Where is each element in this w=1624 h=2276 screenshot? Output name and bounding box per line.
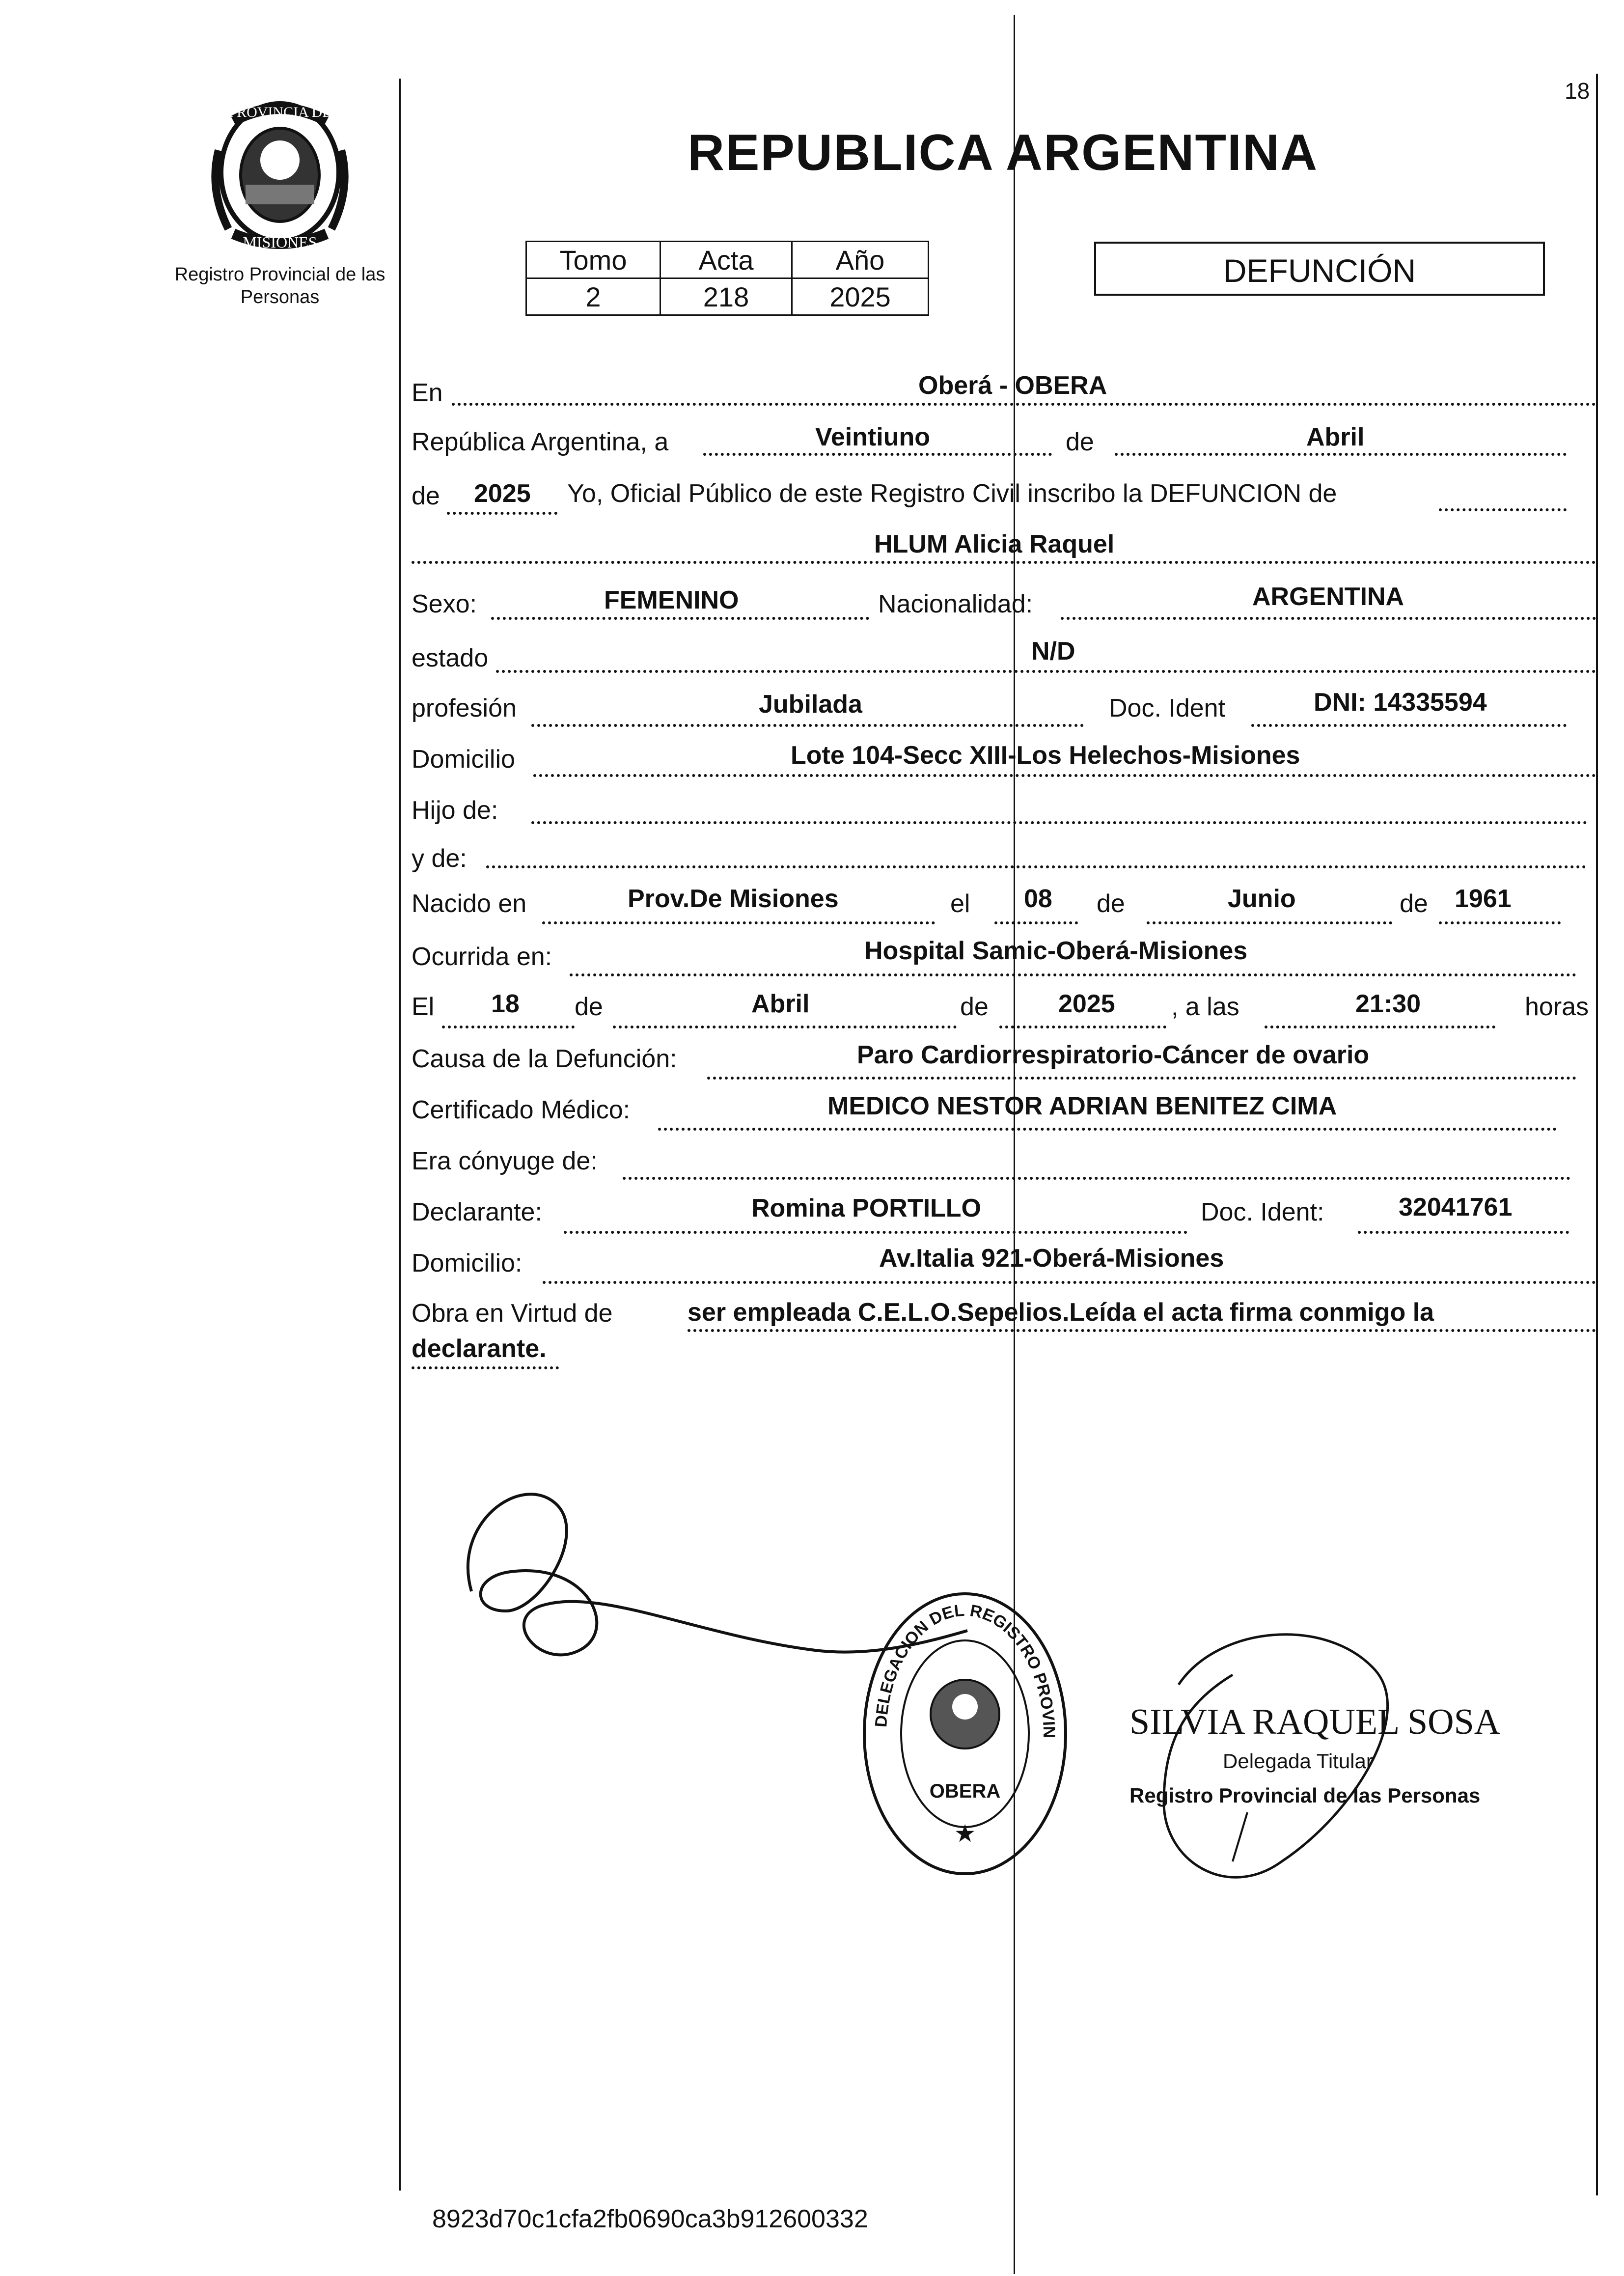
center-fold-line <box>1014 15 1015 2274</box>
svg-text:Registro Provincial de las Per: Registro Provincial de las Personas <box>1129 1784 1481 1807</box>
day-dotted-line <box>703 453 1052 456</box>
doc-ident-value: DNI: 14335594 <box>1314 688 1487 717</box>
record-table-value-row <box>526 278 929 315</box>
official-signature-stamp <box>1120 1606 1542 1940</box>
death-day-dotted-line <box>442 1026 575 1028</box>
birth-year-value: 1961 <box>1455 885 1512 913</box>
birth-month-value: Junio <box>1228 885 1296 913</box>
de-label: de <box>1066 428 1094 456</box>
svg-text:OBERA: OBERA <box>929 1780 1001 1802</box>
doc2-label: Doc. Ident: <box>1201 1198 1324 1226</box>
tomo-value: 2 <box>526 278 661 315</box>
nacido-label: Nacido en <box>412 889 527 918</box>
anio-header: Año <box>792 242 929 278</box>
conyuge-dotted-line <box>623 1177 1570 1180</box>
yde-dotted-line <box>486 865 1586 868</box>
birth-year-dotted-line <box>1439 921 1561 924</box>
doc2-value: 32041761 <box>1399 1193 1513 1221</box>
ocurrida-value: Hospital Samic-Oberá-Misiones <box>864 937 1248 965</box>
domicilio-value: Lote 104-Secc XIII-Los Helechos-Misiones <box>791 741 1300 770</box>
sexo-value: FEMENINO <box>604 586 739 614</box>
nacionalidad-value: ARGENTINA <box>1252 583 1404 611</box>
sexo-label: Sexo: <box>412 590 477 618</box>
certificado-dotted-line <box>658 1128 1557 1131</box>
inscription-text: Yo, Oficial Público de este Registro Civil inscribo la DEFUNCION de <box>567 479 1337 508</box>
conyuge-label: Era cónyuge de: <box>412 1147 598 1175</box>
obra-value-line2: declarante. <box>412 1334 547 1363</box>
day-word-value: Veintiuno <box>815 423 930 451</box>
obra-label: Obra en Virtud de <box>412 1299 613 1328</box>
hijo-label: Hijo de: <box>412 796 498 825</box>
misiones-coat-of-arms-icon <box>199 91 361 253</box>
certificado-value: MEDICO NESTOR ADRIAN BENITEZ CIMA <box>827 1092 1337 1120</box>
de5-label: de <box>575 993 603 1021</box>
obra-dotted-line2 <box>412 1366 559 1369</box>
domicilio2-dotted-line <box>543 1281 1596 1284</box>
death-time-dotted-line <box>1265 1026 1495 1028</box>
page-number: 18 <box>1565 78 1590 104</box>
declarante-label: Declarante: <box>412 1198 542 1226</box>
profesion-value: Jubilada <box>759 690 862 719</box>
en-label: En <box>412 379 443 407</box>
causa-value: Paro Cardiorrespiratorio-Cáncer de ovario <box>857 1041 1370 1069</box>
republica-label: República Argentina, a <box>412 428 669 456</box>
domicilio-dotted-line <box>533 774 1596 777</box>
svg-text:PROVINCIA DE: PROVINCIA DE <box>228 104 331 120</box>
svg-text:★: ★ <box>954 1820 976 1847</box>
month-dotted-line <box>1115 453 1567 456</box>
month-value: Abril <box>1306 423 1365 451</box>
tomo-header: Tomo <box>526 242 661 278</box>
birth-day-value: 08 <box>1024 885 1052 913</box>
estado-dotted-line <box>496 670 1596 673</box>
de2-label: de <box>412 482 440 510</box>
de4-label: de <box>1400 889 1428 918</box>
estado-value: N/D <box>1031 637 1075 666</box>
death-day-value: 18 <box>491 990 520 1018</box>
alas-label: , a las <box>1171 993 1239 1021</box>
document-hash: 8923d70c1cfa2fb0690ca3b912600332 <box>432 2205 868 2233</box>
left-margin-rule <box>399 79 401 2191</box>
obra-value-line1: ser empleada C.E.L.O.Sepelios.Leída el acta firma conmigo la <box>688 1298 1434 1327</box>
nacido-dotted-line <box>542 921 935 924</box>
certificado-label: Certificado Médico: <box>412 1096 631 1124</box>
de3-label: de <box>1097 889 1125 918</box>
doc-ident-label: Doc. Ident <box>1109 694 1226 722</box>
el2-label: El <box>412 993 435 1021</box>
causa-label: Causa de la Defunción: <box>412 1045 677 1073</box>
page-title: REPUBLICA ARGENTINA <box>688 124 1319 181</box>
record-table-header-row <box>526 242 929 278</box>
domicilio2-label: Domicilio: <box>412 1249 523 1277</box>
year-dotted-line <box>447 512 557 515</box>
nacionalidad-dotted-line <box>1061 617 1596 620</box>
profesion-dotted-line <box>531 724 1084 727</box>
document-type-box: DEFUNCIÓN <box>1094 242 1545 296</box>
acta-value: 218 <box>661 278 792 315</box>
svg-text:Delegada Titular: Delegada Titular <box>1223 1749 1373 1773</box>
horas-label: horas <box>1525 993 1589 1021</box>
death-month-dotted-line <box>613 1026 957 1028</box>
year-value: 2025 <box>474 479 531 508</box>
ocurrida-label: Ocurrida en: <box>412 943 552 971</box>
death-year-value: 2025 <box>1058 990 1115 1018</box>
birth-month-dotted-line <box>1147 921 1392 924</box>
svg-text:DELEGACION DEL REGISTRO PROVIN: DELEGACION DEL REGISTRO PROVINCIAL DE LAS PERSONAS <box>850 1572 1059 1739</box>
death-year-dotted-line <box>999 1026 1166 1028</box>
right-margin-rule <box>1596 74 1598 2195</box>
hijo-dotted-line <box>531 821 1587 824</box>
registry-seal-stamp <box>850 1572 1073 1881</box>
estado-label: estado <box>412 644 489 672</box>
el-label: el <box>950 889 970 918</box>
inscription-dotted-line <box>1439 508 1567 511</box>
svg-text:MISIONES: MISIONES <box>243 233 317 251</box>
yde-label: y de: <box>412 844 467 873</box>
en-dotted-line <box>452 403 1596 406</box>
sexo-dotted-line <box>491 617 869 620</box>
svg-text:SILVIA RAQUEL SOSA: SILVIA RAQUEL SOSA <box>1129 1702 1501 1742</box>
death-month-value: Abril <box>751 990 810 1018</box>
doc-ident-dotted-line <box>1251 724 1567 727</box>
declarante-dotted-line <box>564 1231 1187 1234</box>
acta-header: Acta <box>661 242 792 278</box>
registry-label: Registro Provincial de las Personas <box>174 264 385 307</box>
en-value: Oberá - OBERA <box>918 371 1107 400</box>
obra-dotted-line1 <box>688 1329 1596 1332</box>
anio-value: 2025 <box>792 278 929 315</box>
name-dotted-line <box>412 561 1596 564</box>
deceased-name: HLUM Alicia Raquel <box>874 530 1115 558</box>
record-table <box>525 241 929 316</box>
ocurrida-dotted-line <box>570 973 1576 976</box>
domicilio2-value: Av.Italia 921-Oberá-Misiones <box>879 1244 1224 1273</box>
domicilio-label: Domicilio <box>412 745 515 774</box>
de6-label: de <box>960 993 989 1021</box>
birth-day-dotted-line <box>994 921 1078 924</box>
nacido-value: Prov.De Misiones <box>628 885 839 913</box>
profesion-label: profesión <box>412 694 517 722</box>
declarante-value: Romina PORTILLO <box>751 1194 981 1222</box>
nacionalidad-label: Nacionalidad: <box>878 590 1033 618</box>
doc2-dotted-line <box>1358 1231 1569 1234</box>
causa-dotted-line <box>707 1077 1576 1080</box>
death-time-value: 21:30 <box>1355 990 1421 1018</box>
